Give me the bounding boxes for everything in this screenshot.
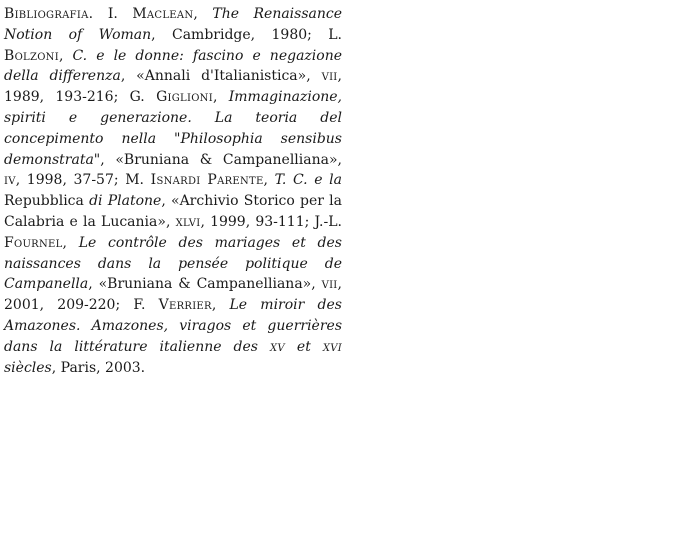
entry-2-author: Bolzoni xyxy=(4,47,59,64)
entry-6-rest: , Paris, 2003. xyxy=(51,359,146,376)
entry-4-title-part1: T. C. e la xyxy=(274,172,342,189)
entry-5-title: Le contrôle des mariages et des naissances dans la pensée politique de Campanella xyxy=(4,234,342,293)
entry-2-rest: , «Annali d'Italianistica», xyxy=(120,68,322,85)
entry-5-volume: vii xyxy=(321,276,338,293)
entry-1-rest: , Cambridge, 1980; xyxy=(151,26,329,43)
entry-5-rest: , «Bruniana & Campanelliana», xyxy=(88,276,322,293)
entry-3-rest: , «Bruniana & Campanelliana», xyxy=(100,151,342,168)
entry-5-initials: J.-L. xyxy=(314,213,342,230)
entry-6-century-1: xv xyxy=(270,338,285,355)
entry-3-rest2: , 1998, 37-57; xyxy=(15,172,126,189)
entry-3-initials: G. xyxy=(129,89,145,106)
bibliography-paragraph: Bibliografia. I. Maclean, The Renaissance Notion of Woman, Cambridge, 1980; L. Bolzoni, C. e le donne: fascino e negazione della differenza, «Annali d'Italianistica», vii, 1989, 193-216; G. Giglioni, Immaginazione, spiriti e generazione. La teoria del concepimento nella "Philosophia sensibus demonstrata", «Bruniana & Campanelliana», iv, 1998, 37-57; M. Isnardi Parente, T. C. e la Repubblica di Platone, «Archivio Storico per la Calabria e la Lucania», xlvi, 1999, 93-111; J.-L. Fournel, Le contrôle des mariages et des naissances dans la pensée politique de Campanella, «Bruniana & Campanelliana», vii, 2001, 209-220; F. Verrier, Le miroir des Amazones. Amazones, viragos et guerrières dans la littérature italienne des xv et xvi siècles, Paris, 2003. xyxy=(4,6,343,376)
entry-4-rest2: , 1999, 93-111; xyxy=(200,213,315,230)
entry-6-title-part2: et xyxy=(284,338,323,355)
entry-4-author: Isnardi Parente xyxy=(150,172,264,189)
entry-6-initials: F. xyxy=(133,297,146,314)
entry-5-rest2: , 2001, 209-220; xyxy=(4,276,342,314)
entry-4-mid: Repubblica xyxy=(4,193,90,210)
entry-2-volume: vii xyxy=(321,68,338,85)
entry-4-volume: xlvi xyxy=(175,213,201,230)
entry-2-rest2: , 1989, 193-216; xyxy=(4,68,342,106)
entry-6-author: Verrier xyxy=(158,297,212,314)
entry-2-initials: L. xyxy=(328,26,342,43)
entry-1-initials: I. xyxy=(107,6,118,22)
entry-3-author: Giglioni xyxy=(156,89,213,106)
bibliography-heading: Bibliografia. xyxy=(4,6,94,22)
entry-6-title-part1: Le miroir des Amazones. Amazones, viragos et guerrières dans la littérature italienne des xyxy=(4,297,342,355)
entry-1-author: Maclean xyxy=(132,6,194,22)
entry-4-initials: M. xyxy=(125,172,145,189)
entry-1-title: The Renaissance Notion of Woman xyxy=(4,6,343,43)
document-page xyxy=(4,4,342,378)
entry-4-rest: , «Archivio Storico per la Calabria e la Lucania», xyxy=(4,193,342,230)
entry-2-title: C. e le donne: fascino e negazione della differenza xyxy=(4,47,342,85)
entry-4-title-part2: di Platone xyxy=(89,193,162,210)
entry-6-century-2: xvi xyxy=(322,338,343,355)
entry-3-title: Immaginazione, spiriti e generazione. La teoria del concepimento nella "Philosophia sensibus demonstrata" xyxy=(4,89,342,168)
entry-6-title-part3: siècles xyxy=(4,359,52,376)
entry-5-author: Fournel xyxy=(4,234,63,251)
entry-3-volume: iv xyxy=(4,172,16,189)
